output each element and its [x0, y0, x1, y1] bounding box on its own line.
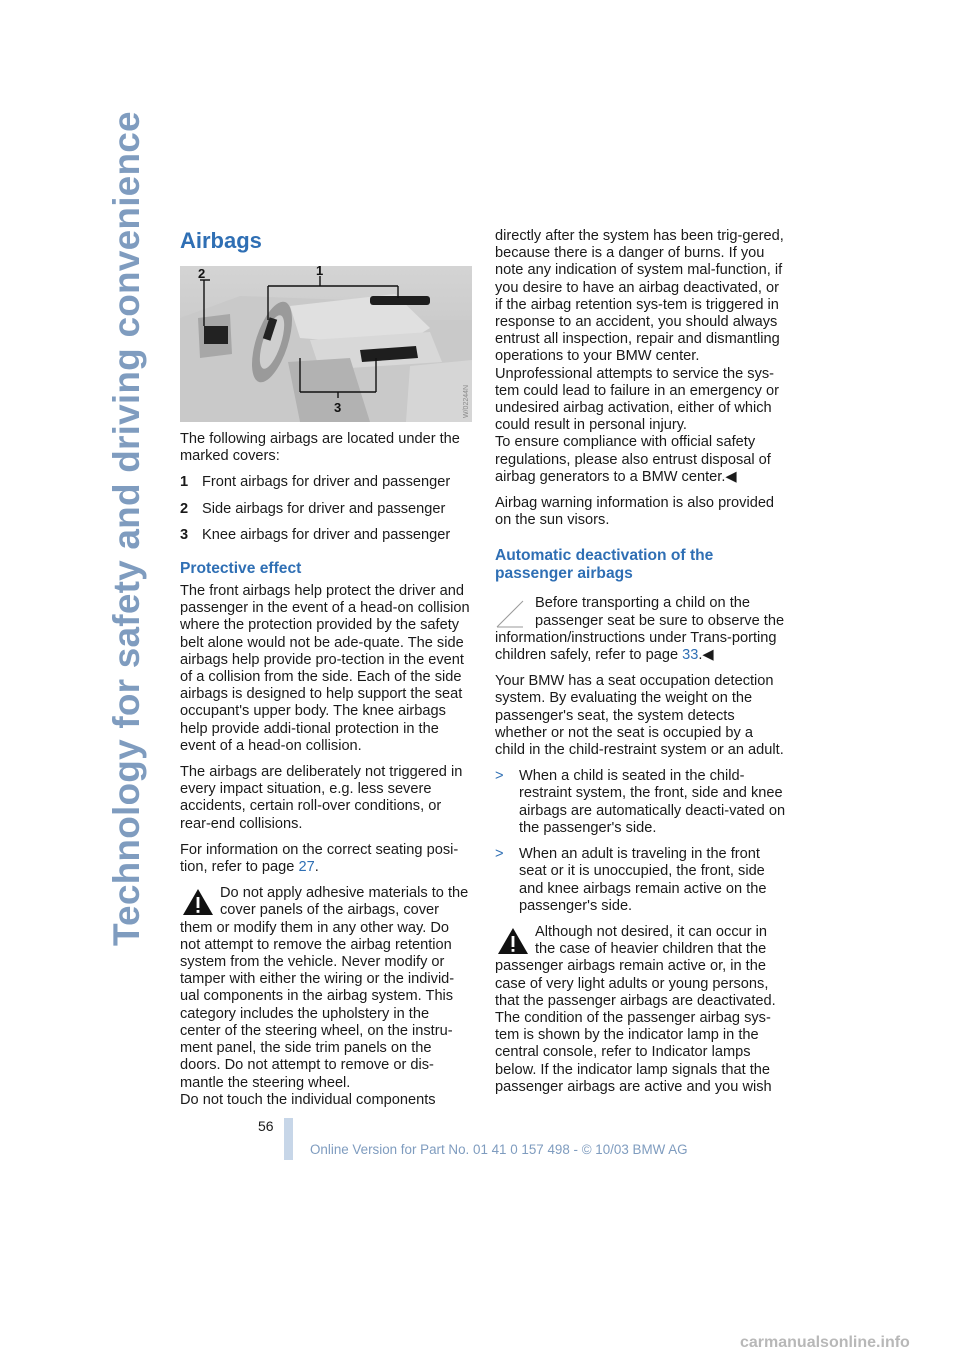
left-column: [180, 228, 472, 1109]
figure-code: W/02244N: [463, 384, 470, 418]
page-link-33[interactable]: 33: [682, 647, 699, 664]
seating-position-paragraph: For information on the correct seating posi-tion, refer to page 27.: [180, 841, 459, 876]
sun-visor-paragraph: Airbag warning information is also provided on the sun visors.: [495, 495, 775, 529]
list-item: [495, 846, 787, 915]
protective-effect-paragraph: The front airbags help protect the driver and passenger in the event of a head-on collision where the protection provided by the safety belt alone would not be ade-quate. The side airbags help provide pro-tection in the event of a collision from the side. Each of the side airbags is designed to help support the seat occupant's upper body. The knee airbags help provide addi-tional protection in the event of a head-on collision.: [180, 583, 470, 754]
airbag-location-figure: [180, 266, 472, 422]
airbag-intro: The following airbags are located under the marked covers:: [180, 431, 460, 465]
warning-continuation: directly after the system has been trig-gered, because there is a danger of burns. If you note any indication of system mal-function, if you desire to have an airbag deactivated, or if the airbag retention sys-tem is triggered in response to an accident, you should always entrust all inspection, repair and dismantling operations to your BMW center.: [495, 228, 784, 365]
warning-text: Do not apply adhesive materials to the cover panels of the airbags, cover them or modify them in any other way. Do not attempt to remove the airbag retention system from the vehicle. Never modify or tamper with either the wiring or the individ-ual components in the airbag system. This category includes the upholstery in the center of the steering wheel, on the instru-ment panel, the side trim panels on the doors. Do not attempt to remove or dis-mantle the steering wheel.: [180, 885, 469, 1091]
seat-occupation-paragraph: Your BMW has a seat occupation detection system. By evaluating the weight on the passenger's seat, the system detects whether or not the seat is occupied by a child in the child-restraint system or an adult.: [495, 673, 784, 759]
subheading-protective-effect: Protective effect: [180, 560, 302, 578]
unprofessional-service-paragraph: Unprofessional attempts to service the sys-tem could lead to failure in an emergency or undesired airbag activation, either of which could result in personal injury.: [495, 365, 779, 434]
list-item: [180, 501, 472, 518]
footer-online-version: Online Version for Part No. 01 41 0 157 498 - © 10/03 BMW AG: [310, 1142, 688, 1157]
note-icon: [495, 595, 531, 629]
right-column: [495, 228, 787, 1096]
warning-note: [180, 885, 472, 1109]
bullet-text: When a child is seated in the child-restraint system, the front, side and knee airbags are automatically deacti-vated on the passenger's side.: [519, 768, 786, 836]
site-watermark: carmanualsonline.info: [740, 1334, 910, 1351]
callout-1: 1: [316, 266, 324, 278]
not-triggered-paragraph: The airbags are deliberately not triggered in every impact situation, e.g. less severe accidents, certain roll-over conditions, or rear-end collisions.: [180, 764, 463, 832]
item-number: 1: [180, 474, 189, 491]
bullet-text: When an adult is traveling in the front seat or it is unoccupied, the front, side and knee airbags remain active on the passenger's side.: [519, 846, 767, 914]
bullet-marker: >: [495, 846, 504, 863]
deactivation-bullets: [495, 768, 787, 915]
airbag-list: [180, 474, 472, 544]
disposal-paragraph: To ensure compliance with official safety regulations, please also entrust disposal of airbag generators to a BMW center.◀: [495, 434, 771, 485]
subheading-automatic-deactivation: Automatic deactivation of the passenger airbags: [495, 547, 714, 583]
note-text: Before transporting a child on the passenger seat be sure to observe the information/instructions under Trans-porting children safely, refer to page 33.◀: [495, 595, 785, 664]
section-heading-airbags: Airbags: [180, 228, 262, 253]
warning2-text: Although not desired, it can occur in the case of heavier children that the passenger airbags remain active or, in the case of very light adults or young persons, that the passenger airbags are deactivated. The condition of the passenger airbag sys-tem is shown by the indicator lamp in the central console, refer to Indicator lamps below. If the indicator lamp signals that the passenger airbags are active and you wish: [495, 923, 776, 1095]
warning-triangle-icon: [180, 885, 216, 919]
item-number: 3: [180, 526, 189, 543]
item-text: Knee airbags for driver and passenger: [202, 526, 451, 543]
warning-text-cont: Do not touch the individual components: [180, 1091, 436, 1108]
warning-note-2: [495, 924, 787, 1096]
list-item: [180, 527, 472, 544]
list-item: [180, 474, 472, 491]
side-chapter-title: [104, 111, 148, 946]
footer-accent-bar: [284, 1118, 293, 1160]
note-child-transport: [495, 595, 787, 664]
airbag-illustration: [180, 266, 472, 422]
callout-2: 2: [198, 266, 206, 281]
item-text: Front airbags for driver and passenger: [202, 474, 451, 491]
warning-triangle-icon: [495, 924, 531, 958]
callout-3: 3: [334, 400, 342, 415]
item-number: 2: [180, 500, 189, 517]
bullet-marker: >: [495, 768, 504, 785]
list-item: [495, 768, 787, 837]
side-chapter-title-text: Technology for safety and driving convenience: [106, 111, 147, 946]
item-text: Side airbags for driver and passenger: [202, 500, 446, 517]
page-link-27[interactable]: 27: [298, 859, 315, 876]
page-number: 56: [258, 1118, 274, 1134]
